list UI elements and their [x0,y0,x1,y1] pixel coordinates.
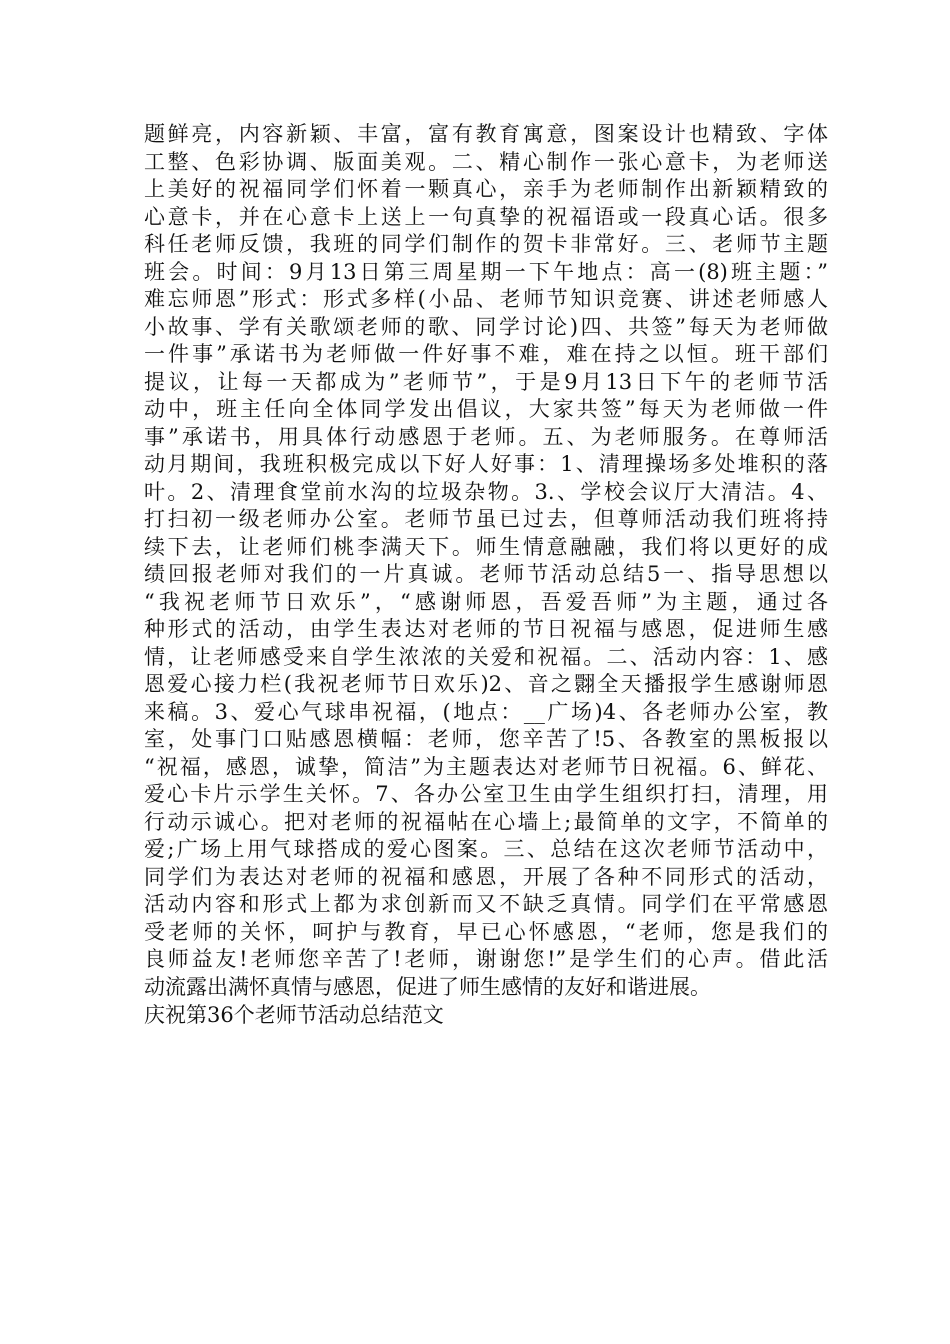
text-line: 爱心卡片示学生关怀。7、各办公室卫生由学生组织打扫，清理，用 [144,782,828,806]
text-line: 打扫初一级老师办公室。老师节虽已过去，但尊师活动我们班将持 [144,507,828,531]
text-line: 事”承诺书，用具体行动感恩于老师。五、为老师服务。在尊师活 [144,424,828,449]
text-line: 恩爱心接力栏(我祝老师节日欢乐)2、音之翾全天播报学生感谢师恩 [144,672,828,696]
text-line: 活动内容和形式上都为求创新而又不缺乏真情。同学们在平常感恩 [144,892,828,916]
text-line: 室，处事门口贴感恩横幅：老师，您辛苦了!5、各教室的黑板报以 [144,727,828,751]
text-line: “祝福，感恩，诚挚，简洁”为主题表达对老师节日祝福。6、鲜花、 [144,754,828,779]
text-line: 动中，班主任向全体同学发出倡议，大家共签”每天为老师做一件 [144,397,828,421]
text-line: 工整、色彩协调、版面美观。二、精心制作一张心意卡，为老师送 [144,149,828,174]
text-line: “我祝老师节日欢乐”，“感谢师恩，吾爱吾师”为主题，通过各 [144,589,828,614]
body-text [144,121,828,1001]
text-line: 难忘师恩”形式：形式多样(小品、老师节知识竞赛、讲述老师感人 [144,287,828,311]
text-line: 受老师的关怀，呵护与教育，早已心怀感恩，“老师，您是我们的 [144,919,828,944]
text-line: 良师益友!老师您辛苦了!老师，谢谢您!”是学生们的心声。借此活 [144,947,828,971]
text-line: 行动示诚心。把对老师的祝福帖在心墙上;最简单的文字，不简单的 [144,809,828,834]
text-line: 续下去，让老师们桃李满天下。师生情意融融，我们将以更好的成 [144,534,828,559]
text-line: 同学们为表达对老师的祝福和感恩，开展了各种不同形式的活动， [144,864,828,889]
next-section-title: 庆祝第36个老师节活动总结范文 [144,1003,444,1027]
text-line: 班会。时间：9月13日第三周星期一下午地点：高一(8)班主题：” [144,259,828,284]
text-line: 一件事”承诺书为老师做一件好事不难，难在持之以恒。班干部们 [144,342,828,366]
text-line: 心意卡，并在心意卡上送上一句真挚的祝福语或一段真心话。很多 [144,204,828,229]
text-line: 题鲜亮，内容新颖、丰富，富有教育寓意，图案设计也精致、字体 [144,122,828,146]
text-line: 科任老师反馈，我班的同学们制作的贺卡非常好。三、老师节主题 [144,232,828,256]
text-line: 种形式的活动，由学生表达对老师的节日祝福与感恩，促进师生感 [144,617,828,641]
text-line: 情，让老师感受来自学生浓浓的关爱和祝福。二、活动内容：1、感 [144,644,828,669]
text-line: 小故事、学有关歌颂老师的歌、同学讨论)四、共签”每天为老师做 [144,314,828,339]
text-line-last: 动流露出满怀真情与感恩，促进了师生感情的友好和谐进展。 [144,974,711,999]
text-line: 叶。2、清理食堂前水沟的垃圾杂物。3.、学校会议厅大清洁。4、 [144,479,828,504]
text-line: 动月期间，我班积极完成以下好人好事：1、清理操场多处堆积的落 [144,452,828,476]
text-line: 爱;广场上用气球搭成的爱心图案。三、总结在这次老师节活动中， [144,837,828,861]
text-line: 来稿。3、爱心气球串祝福，(地点：__广场)4、各老师办公室，教 [144,699,828,724]
text-line: 绩回报老师对我们的一片真诚。老师节活动总结5一、指导思想以 [144,562,828,586]
text-line: 上美好的祝福同学们怀着一颗真心，亲手为老师制作出新颖精致的 [144,177,828,201]
text-line: 提议，让每一天都成为”老师节”，于是9月13日下午的老师节活 [144,369,828,394]
